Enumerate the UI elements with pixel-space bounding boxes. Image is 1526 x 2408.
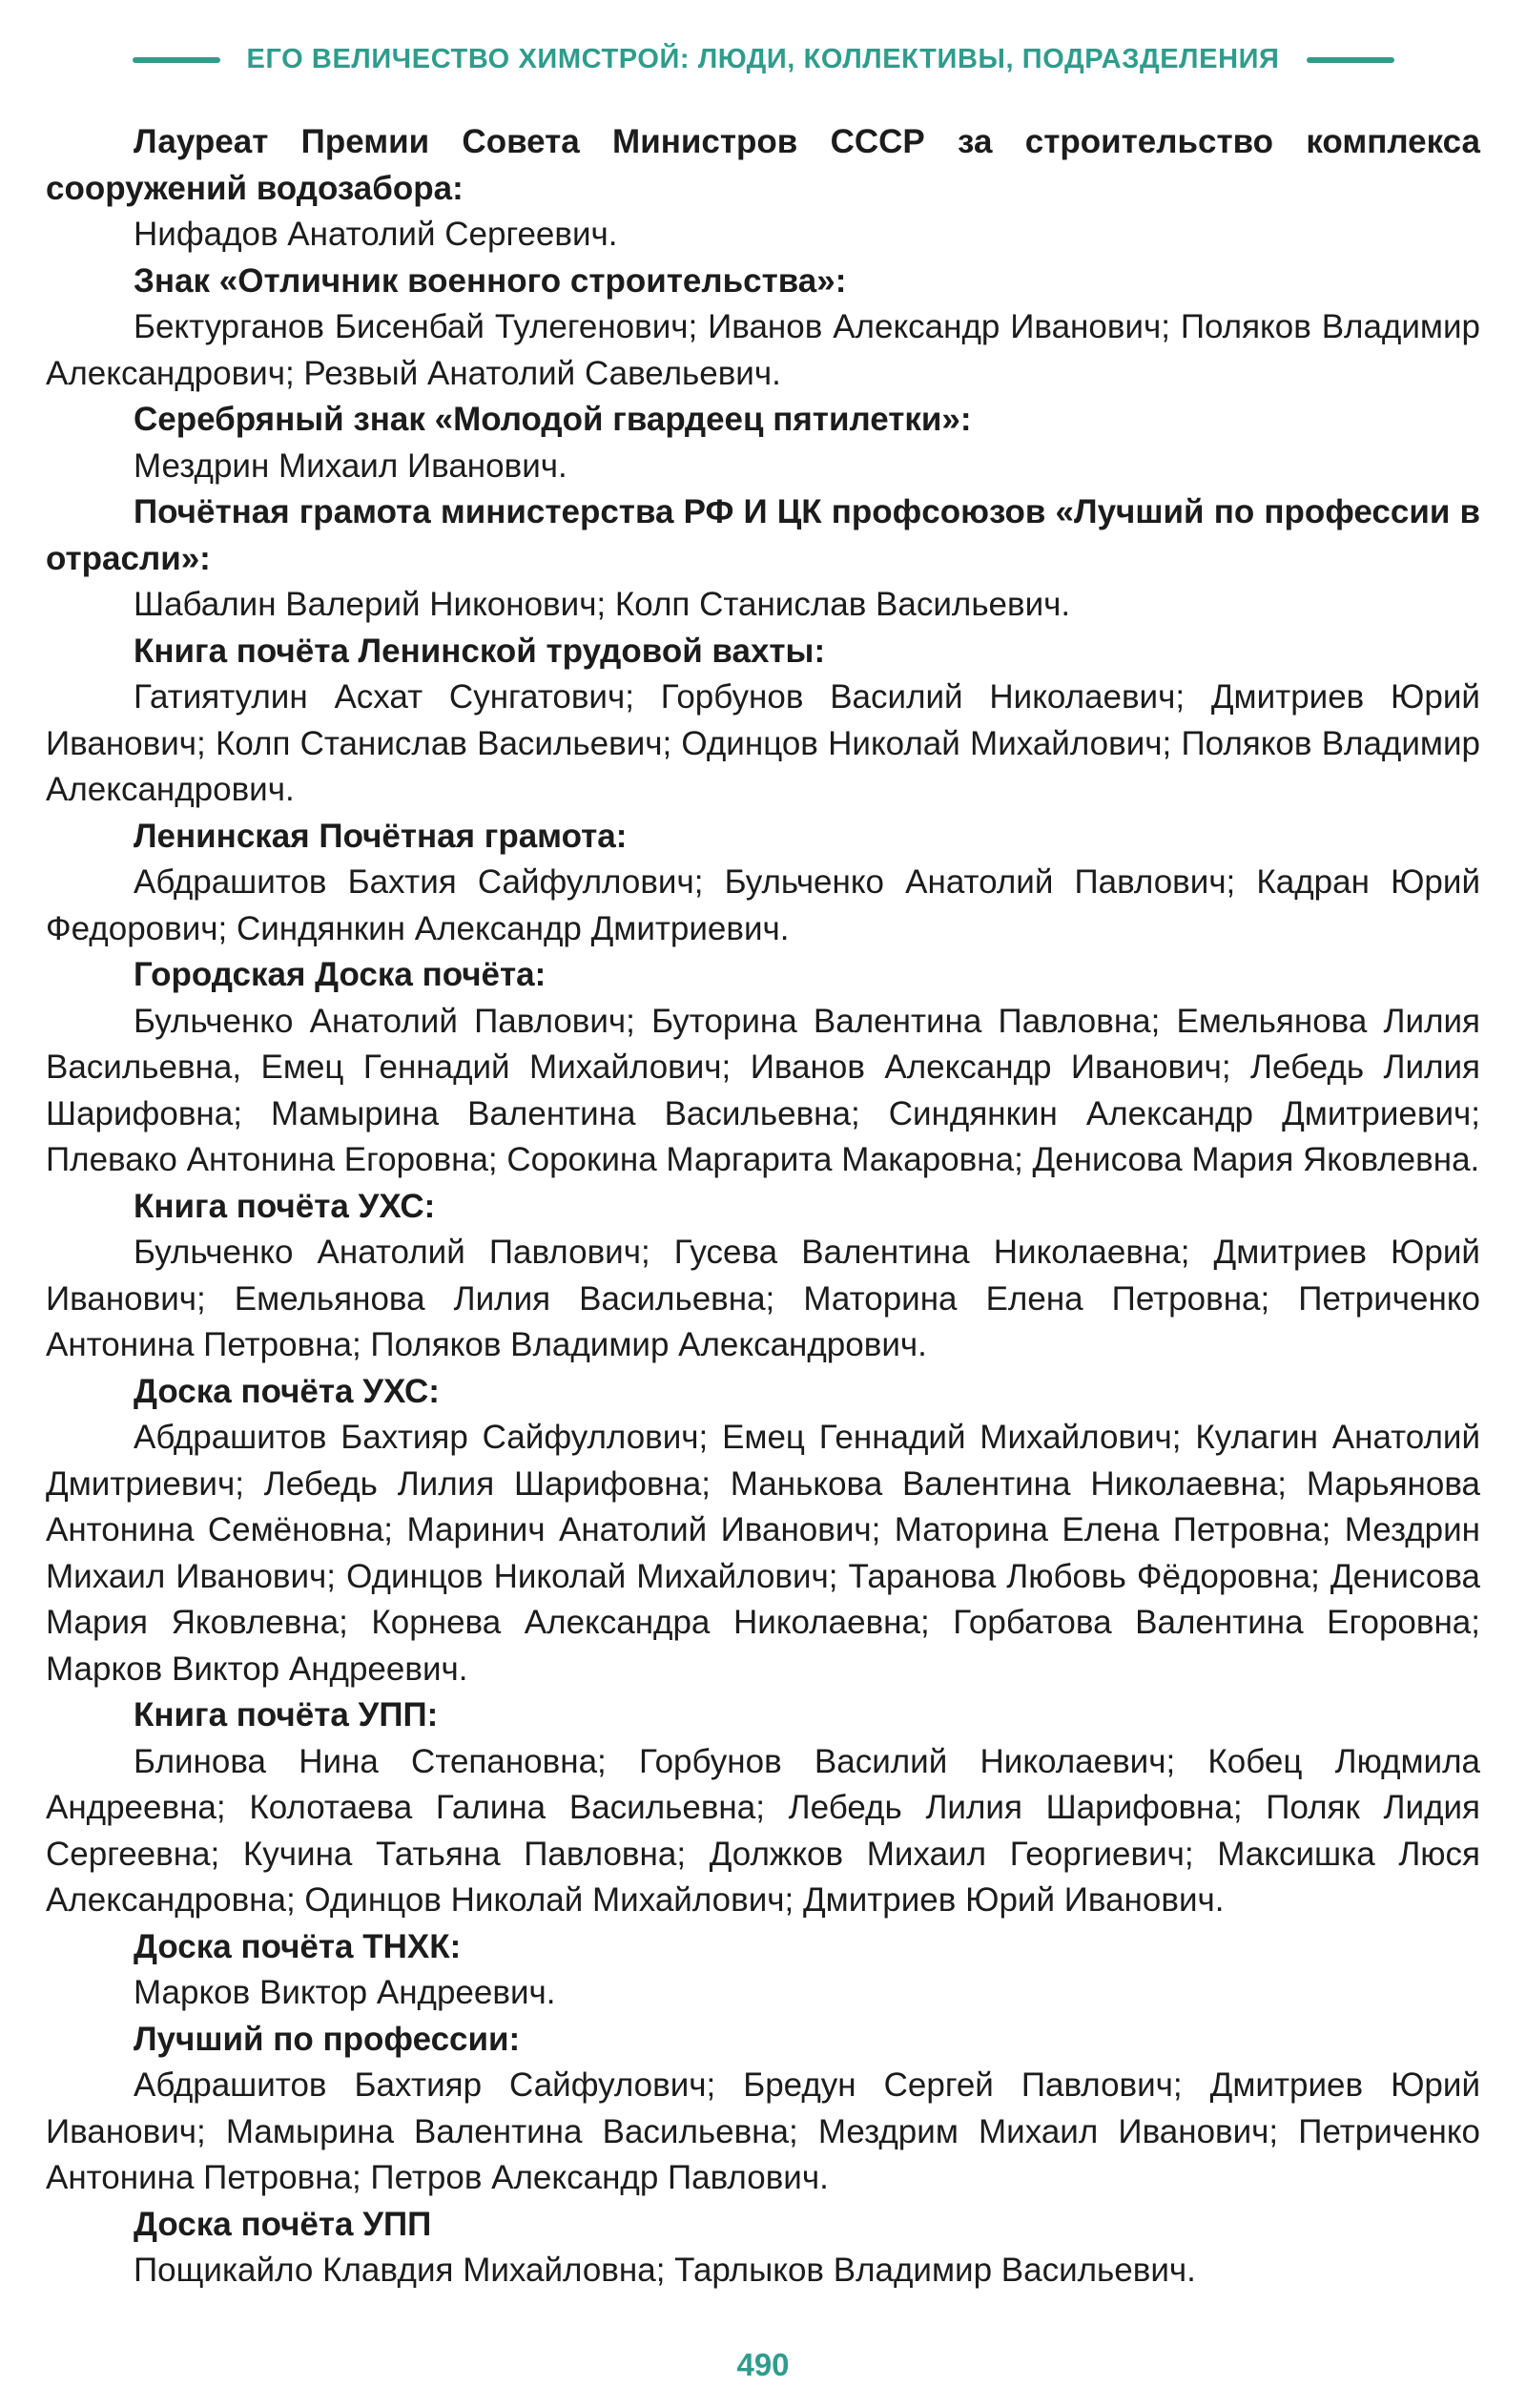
section-names: Блинова Нина Степановна; Горбунов Василий Николаевич; Кобец Людмила Андреевна; Колотаева Галина Васильевна; Лебедь Лилия Шарифовна; Поляк Лидия Сергеевна; Кучина Татьяна Павловна; Должков Михаил Георгиевич; Максишка Люся Александровна; Одинцов Николай Михайлович; Дмитриев Юрий Иванович. (46, 1742, 1480, 1919)
section-names: Бектурганов Бисенбай Тулегенович; Иванов Александр Иванович; Поляков Владимир Александрович; Резвый Анатолий Савельевич. (46, 308, 1480, 392)
section-heading: Доска почёта УПП (134, 2205, 432, 2243)
section-names: Шабалин Валерий Никонович; Колп Станислав Васильевич. (134, 586, 1071, 623)
section-names: Гатиятулин Асхат Сунгатович; Горбунов Василий Николаевич; Дмитриев Юрий Иванович; Колп Станислав Васильевич; Одинцов Николай Михайлович; Поляков Владимир Александрович. (46, 678, 1480, 808)
section-names: Абдрашитов Бахтия Сайфуллович; Бульченко Анатолий Павлович; Кадран Юрий Федорович; Синдянкин Александр Дмитриевич. (46, 863, 1480, 947)
page-title: ЕГО ВЕЛИЧЕСТВО ХИМСТРОЙ: ЛЮДИ, КОЛЛЕКТИВЫ, ПОДРАЗДЕЛЕНИЯ (246, 44, 1280, 74)
running-header (46, 44, 1480, 75)
section-heading: Серебряный знак «Молодой гвардеец пятилетки»: (134, 401, 972, 438)
section-names: Мездрин Михаил Иванович. (134, 446, 567, 485)
section-heading: Лучший по профессии: (134, 2020, 521, 2058)
section-heading: Почётная грамота министерства РФ И ЦК профсоюзов «Лучший по профессии в отрасли»: (46, 493, 1480, 577)
page-number: 490 (736, 2347, 790, 2382)
section-heading: Доска почёта УХС: (134, 1372, 440, 1410)
section-names: Бульченко Анатолий Павлович; Буторина Валентина Павловна; Емельянова Лилия Васильевна, Емец Геннадий Михайлович; Иванов Александр Иванович; Лебедь Лилия Шарифовна; Мамырина Валентина Васильевна; Синдянкин Александр Дмитриевич; Плевако Антонина Егоровна; Сорокина Маргарита Макаровна; Денисова Мария Яковлевна. (46, 1002, 1480, 1178)
section-names: Бульченко Анатолий Павлович; Гусева Валентина Николаевна; Дмитриев Юрий Иванович; Емельянова Лилия Васильевна; Маторина Елена Петровна; Петриченко Антонина Петровна; Поляков Владимир Александрович. (46, 1234, 1480, 1363)
page-footer (0, 2347, 1526, 2383)
section-names: Нифадов Анатолий Сергеевич. (134, 216, 618, 253)
section-names: Марков Виктор Андреевич. (134, 1974, 556, 2011)
section-heading: Доска почёта ТНХК: (134, 1927, 462, 1965)
section-heading: Книга почёта УХС: (134, 1187, 436, 1225)
section-names: Пощикайло Клавдия Михайловна; Тарлыков Владимир Васильевич. (134, 2252, 1196, 2289)
section-heading: Знак «Отличник военного строительства»: (134, 261, 847, 300)
header-rule-right-icon (1307, 57, 1394, 63)
section-heading: Ленинская Почётная грамота: (134, 817, 628, 855)
section-heading: Книга почёта УПП: (134, 1696, 439, 1733)
section-names: Абдрашитов Бахтияр Сайфулович; Бредун Сергей Павлович; Дмитриев Юрий Иванович; Мамырина Валентина Васильевна; Мездрим Михаил Иванович; Петриченко Антонина Петровна; Петров Александр Павлович. (46, 2066, 1480, 2196)
header-rule-left-icon (133, 57, 220, 63)
section-heading: Городская Доска почёта: (134, 956, 546, 993)
section-heading: Книга почёта Ленинской трудовой вахты: (134, 632, 826, 670)
page-body (46, 119, 1480, 2294)
section-heading: Лауреат Премии Совета Министров СССР за строительство комплекса сооружений водозабора: (46, 123, 1480, 207)
section-names: Абдрашитов Бахтияр Сайфуллович; Емец Геннадий Михайлович; Кулагин Анатолий Дмитриевич; Лебедь Лилия Шарифовна; Манькова Валентина Николаевна; Марьянова Антонина Семёновна; Маринич Анатолий Иванович; Маторина Елена Петровна; Мездрин Михаил Иванович; Одинцов Николай Михайлович; Таранова Любовь Фёдоровна; Денисова Мария Яковлевна; Корнева Александра Николаевна; Горбатова Валентина Егоровна; Марков Виктор Андреевич. (46, 1419, 1480, 1688)
